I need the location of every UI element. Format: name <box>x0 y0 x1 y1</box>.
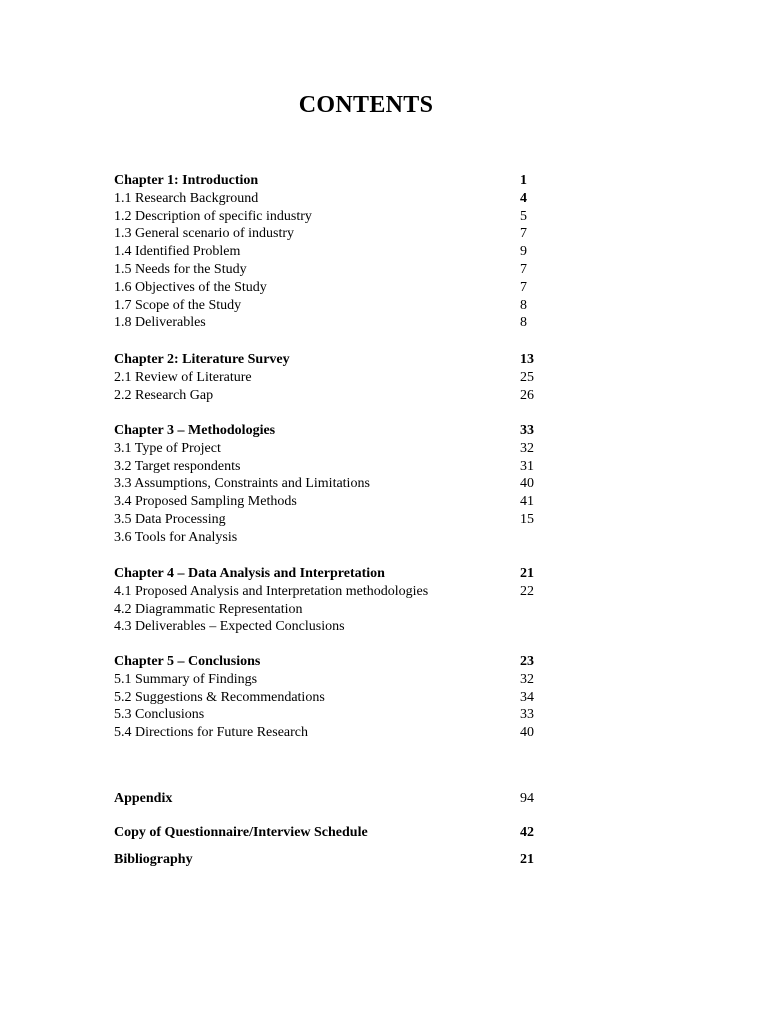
toc-entry <box>114 314 538 332</box>
page-number: 34 <box>520 689 534 705</box>
page-number: 7 <box>520 279 527 295</box>
toc-entry <box>114 369 538 387</box>
entry-title: 1.4 Identified Problem <box>114 244 241 260</box>
entry-title: 5.4 Directions for Future Research <box>114 725 308 741</box>
page-number: 8 <box>520 297 527 313</box>
entry-title: 2.1 Review of Literature <box>114 369 252 385</box>
entry-title: 1.1 Research Background <box>114 190 259 206</box>
page-number: 13 <box>520 352 534 367</box>
page-number: 15 <box>520 511 534 527</box>
toc-entry <box>114 583 538 601</box>
toc-entry <box>114 243 538 261</box>
chapter-title: Chapter 5 – Conclusions <box>114 654 261 669</box>
page-number: 9 <box>520 244 527 260</box>
entry-title: 1.3 General scenario of industry <box>114 226 294 242</box>
toc-entry <box>114 208 538 226</box>
chapter-heading <box>114 172 538 190</box>
appendix-title: Appendix <box>114 791 173 806</box>
toc-entry <box>114 475 538 493</box>
entry-title: 1.7 Scope of the Study <box>114 297 242 313</box>
toc-entry <box>114 724 538 742</box>
page-number: 32 <box>520 671 534 687</box>
chapter-heading <box>114 565 538 583</box>
bibliography-title: Bibliography <box>114 852 193 867</box>
page-number: 5 <box>520 208 527 224</box>
questionnaire-title: Copy of Questionnaire/Interview Schedule <box>114 825 368 840</box>
toc-entry <box>114 279 538 297</box>
entry-title: 4.2 Diagrammatic Representation <box>114 601 303 617</box>
page-number <box>520 529 538 547</box>
page-number: 25 <box>520 369 534 385</box>
toc-entry <box>114 601 538 619</box>
entry-title: 4.1 Proposed Analysis and Interpretation methodologies <box>114 583 429 599</box>
toc-entry <box>114 706 538 724</box>
page-number <box>520 601 538 619</box>
toc-entry <box>114 529 538 547</box>
page-number: 22 <box>520 583 534 599</box>
page-number: 26 <box>520 387 534 403</box>
page-number: 41 <box>520 494 534 510</box>
entry-title: 1.2 Description of specific industry <box>114 208 312 224</box>
page-number: 33 <box>520 707 534 723</box>
page-number: 1 <box>520 173 527 188</box>
toc-entry <box>114 297 538 315</box>
entry-title: 3.1 Type of Project <box>114 440 221 456</box>
page-number: 32 <box>520 440 534 456</box>
chapter-heading <box>114 351 538 369</box>
chapter-1-section <box>114 172 538 332</box>
entry-title: 5.1 Summary of Findings <box>114 671 258 687</box>
toc-entry <box>114 689 538 707</box>
page-title: CONTENTS <box>298 92 434 118</box>
page-number: 7 <box>520 261 527 277</box>
chapter-title: Chapter 4 – Data Analysis and Interpretation <box>114 566 385 581</box>
toc-entry <box>114 225 538 243</box>
toc-entry <box>114 261 538 279</box>
page-number: 33 <box>520 423 534 438</box>
page-number: 21 <box>520 566 534 581</box>
entry-title: 1.5 Needs for the Study <box>114 261 247 277</box>
entry-title: 3.5 Data Processing <box>114 511 226 527</box>
chapter-heading <box>114 653 538 671</box>
chapter-3-section <box>114 422 538 547</box>
page-number: 42 <box>520 825 534 840</box>
chapter-heading <box>114 422 538 440</box>
toc-entry <box>114 458 538 476</box>
page-number: 8 <box>520 315 527 331</box>
chapter-title: Chapter 1: Introduction <box>114 173 259 188</box>
entry-title: 3.3 Assumptions, Constraints and Limitations <box>114 476 370 492</box>
page-number: 40 <box>520 725 534 741</box>
toc-entry <box>114 511 538 529</box>
chapter-4-section <box>114 565 538 636</box>
toc-entry <box>114 387 538 405</box>
toc-entry <box>114 440 538 458</box>
page-number: 7 <box>520 226 527 242</box>
questionnaire-entry <box>114 824 538 842</box>
chapter-title: Chapter 2: Literature Survey <box>114 352 290 367</box>
page-number: 4 <box>520 190 527 206</box>
entry-title: 1.8 Deliverables <box>114 315 206 331</box>
bibliography-entry <box>114 851 538 869</box>
entry-title: 2.2 Research Gap <box>114 387 214 403</box>
page-number: 40 <box>520 476 534 492</box>
entry-title: 3.4 Proposed Sampling Methods <box>114 494 297 510</box>
page-number: 21 <box>520 852 534 867</box>
appendix-entry <box>114 790 538 808</box>
entry-title: 4.3 Deliverables – Expected Conclusions <box>114 619 345 635</box>
page-number: 94 <box>520 791 534 806</box>
toc-entry <box>114 618 538 636</box>
entry-title: 3.6 Tools for Analysis <box>114 529 238 545</box>
entry-title: 3.2 Target respondents <box>114 458 241 474</box>
chapter-title: Chapter 3 – Methodologies <box>114 423 276 438</box>
chapter-2-section <box>114 351 538 404</box>
toc-entry <box>114 493 538 511</box>
entry-title: 5.2 Suggestions & Recommendations <box>114 689 325 705</box>
toc-entry <box>114 190 538 208</box>
page-number <box>520 618 538 636</box>
entry-title: 1.6 Objectives of the Study <box>114 279 267 295</box>
toc-entry <box>114 671 538 689</box>
chapter-5-section <box>114 653 538 742</box>
page-number: 23 <box>520 654 534 669</box>
entry-title: 5.3 Conclusions <box>114 707 205 723</box>
page-number: 31 <box>520 458 534 474</box>
